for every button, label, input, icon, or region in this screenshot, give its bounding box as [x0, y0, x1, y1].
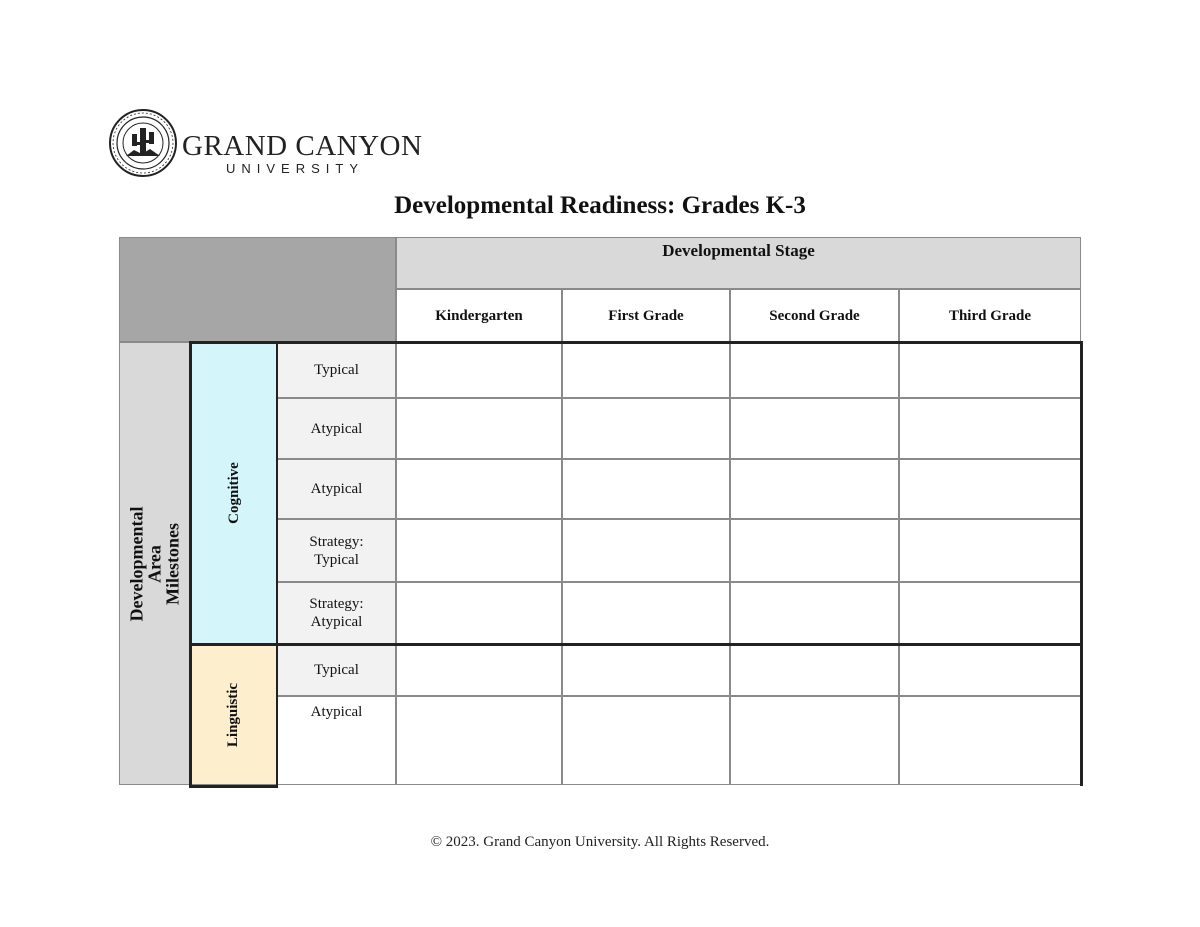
- group-cognitive: [190, 342, 277, 644]
- row-label-cognitive-3: [277, 459, 396, 519]
- data-cell-cognitive-2-2: [562, 398, 730, 459]
- row-label-linguistic-1-text: Typical: [314, 662, 359, 678]
- data-cell-cognitive-3-4: [899, 459, 1081, 519]
- group-cognitive-text: Cognitive: [225, 462, 242, 524]
- row-label-linguistic-2: [277, 696, 396, 785]
- data-cell-cognitive-5-1: [396, 582, 562, 644]
- data-cell-cognitive-5-4: [899, 582, 1081, 644]
- row-label-linguistic-1: [277, 644, 396, 696]
- data-cell-cognitive-3-1: [396, 459, 562, 519]
- data-cell-linguistic-2-2: [562, 696, 730, 785]
- data-cell-cognitive-2-3: [730, 398, 899, 459]
- data-cell-linguistic-1-1: [396, 644, 562, 696]
- data-cell-cognitive-4-4: [899, 519, 1081, 582]
- logo-name-line1: GRAND CANYON: [182, 130, 423, 162]
- row-label-cognitive-3-text: Atypical: [310, 481, 363, 497]
- thick-line-group-left: [189, 341, 192, 788]
- data-cell-linguistic-2-3: [730, 696, 899, 785]
- column-header-3: [730, 289, 899, 342]
- stage-header-text: Developmental Stage: [662, 241, 815, 260]
- column-header-4-text: Third Grade: [948, 307, 1032, 324]
- data-cell-cognitive-4-1: [396, 519, 562, 582]
- thick-line-label-left: [276, 341, 278, 788]
- data-cell-linguistic-2-4: [899, 696, 1081, 785]
- group-linguistic: [190, 644, 277, 785]
- data-cell-cognitive-4-3: [730, 519, 899, 582]
- row-label-cognitive-1-text: Typical: [314, 362, 359, 378]
- data-cell-linguistic-2-1: [396, 696, 562, 785]
- data-cell-cognitive-3-3: [730, 459, 899, 519]
- row-label-cognitive-2-text: Atypical: [310, 420, 363, 437]
- data-cell-cognitive-1-2: [562, 342, 730, 398]
- data-cell-cognitive-3-2: [562, 459, 730, 519]
- thick-line-cognitive-top: [190, 341, 1083, 344]
- row-label-cognitive-5: [277, 582, 396, 644]
- row-label-cognitive-2: [277, 398, 396, 459]
- logo-name-line2: UNIVERSITY: [226, 161, 365, 176]
- row-label-cognitive-4: [277, 519, 396, 582]
- thick-line-linguistic-bottom: [189, 785, 278, 788]
- column-header-4: [899, 289, 1081, 342]
- area-header: [119, 342, 190, 785]
- column-header-2: [562, 289, 730, 342]
- page-title: Developmental Readiness: Grades K-3: [394, 192, 806, 219]
- data-cell-cognitive-2-1: [396, 398, 562, 459]
- thick-line-group-divider: [190, 643, 1083, 646]
- corner-cell: [119, 237, 396, 342]
- data-cell-linguistic-1-2: [562, 644, 730, 696]
- data-cell-cognitive-1-1: [396, 342, 562, 398]
- row-label-cognitive-5-text: Strategy: Atypical: [309, 596, 364, 630]
- data-cell-cognitive-4-2: [562, 519, 730, 582]
- thick-line-right: [1080, 341, 1083, 786]
- column-header-2-text: First Grade: [608, 307, 684, 324]
- column-header-1: [396, 289, 562, 342]
- data-cell-cognitive-5-3: [730, 582, 899, 644]
- copyright-footer: © 2023. Grand Canyon University. All Rights Reserved.: [430, 834, 770, 850]
- area-header-text: Developmental Area Milestones: [126, 506, 183, 621]
- row-label-linguistic-2-text: Atypical: [310, 704, 363, 720]
- stage-header: [396, 237, 1081, 289]
- data-cell-cognitive-1-4: [899, 342, 1081, 398]
- row-label-cognitive-4-text: Strategy: Typical: [309, 533, 364, 568]
- column-header-3-text: Second Grade: [769, 307, 860, 324]
- group-linguistic-text: Linguistic: [225, 682, 242, 747]
- column-header-1-text: Kindergarten: [435, 307, 523, 324]
- data-cell-cognitive-1-3: [730, 342, 899, 398]
- data-cell-linguistic-1-4: [899, 644, 1081, 696]
- data-cell-cognitive-2-4: [899, 398, 1081, 459]
- row-label-cognitive-1: [277, 342, 396, 398]
- data-cell-cognitive-5-2: [562, 582, 730, 644]
- data-cell-linguistic-1-3: [730, 644, 899, 696]
